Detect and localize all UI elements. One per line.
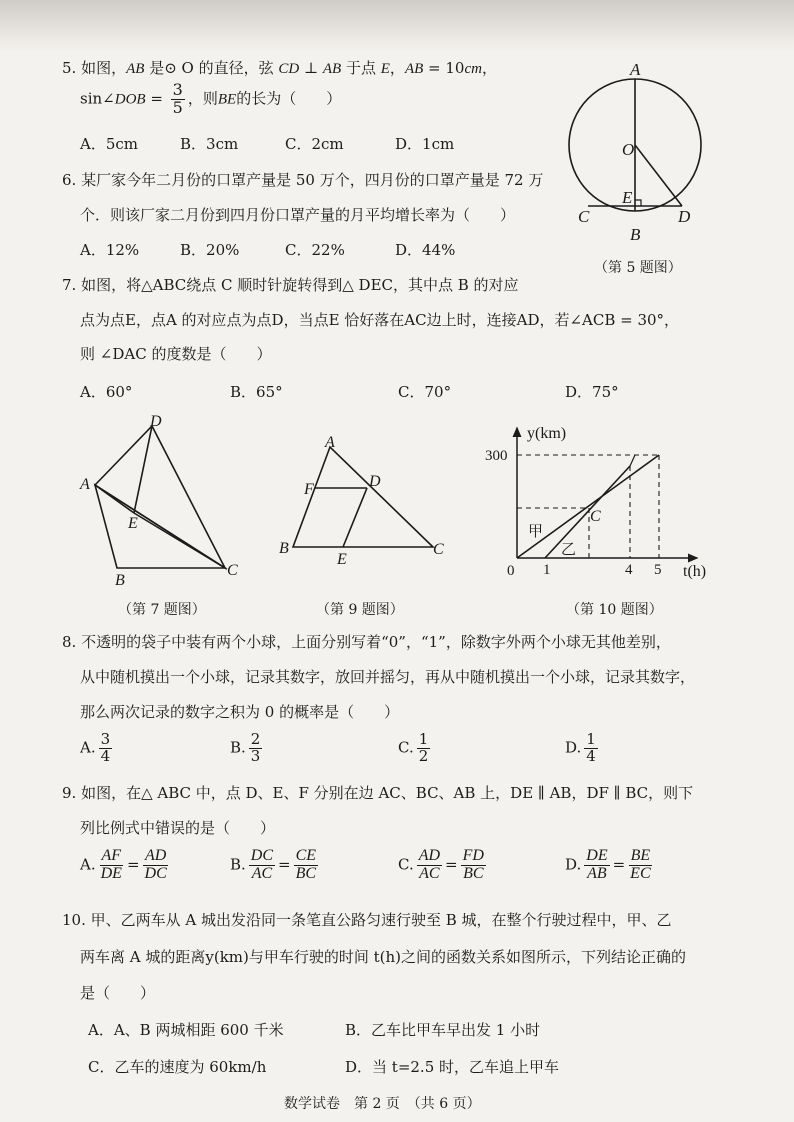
q9-option-a: A. $\frac{AF}{DE}$ = $\frac{AD}{DC}$ xyxy=(80,847,167,882)
frac-num: 1 xyxy=(418,730,429,748)
q7-line1: 7. 如图，将△ABC绕点 C 顺时针旋转得到△ DEC，其中点 B 的对应 xyxy=(62,276,519,294)
fig5-label: D xyxy=(678,207,691,226)
q10-line2: 两车离 A 城的距离y(km)与甲车行驶的时间 t(h)之间的函数关系如图所示，下列结论正确的 xyxy=(80,948,687,966)
q10-line1: 10. 甲、乙两车从 A 城出发沿同一条笔直公路匀速行驶至 B 城，在整个行驶过程中，甲、乙 xyxy=(62,911,672,929)
q5-fraction xyxy=(171,82,185,117)
frac-den: 4 xyxy=(586,746,596,765)
q9-fraction xyxy=(143,848,169,883)
q5-text: ，则 xyxy=(187,89,218,108)
q10-option-a: A．A、B 两城相距 600 千米 xyxy=(88,1021,284,1039)
frac-num: 1 xyxy=(586,730,596,748)
fig9-label: E xyxy=(337,551,347,568)
fig7-label: C xyxy=(227,562,238,579)
q5-text: ， xyxy=(481,59,497,77)
q9-fraction xyxy=(99,848,124,883)
fig5-label: C xyxy=(578,207,590,226)
q8-option-a xyxy=(80,732,115,765)
q6-line1: 6. 某厂家今年二月份的口罩产量是 50 万个，四月份的口罩产量是 72 万 xyxy=(62,171,544,189)
frac-num: CE xyxy=(295,847,317,864)
q8-line3: 那么两次记录的数字之积为 0 的概率是（ ） xyxy=(80,703,400,721)
q6-option-d: D．44% xyxy=(395,241,456,259)
q8-option-b xyxy=(230,732,265,765)
q9-fraction xyxy=(417,848,442,883)
frac-num: 3 xyxy=(100,730,111,748)
q5-text: 的长为（ ） xyxy=(236,89,342,108)
q5-text: ， xyxy=(389,59,405,77)
q7-option-c: C．70° xyxy=(398,383,452,401)
figure-10-graph xyxy=(475,418,715,588)
q8-fraction xyxy=(99,732,113,765)
option-label: C. xyxy=(398,738,414,757)
option-label: D. xyxy=(565,855,582,874)
frac-den: AB xyxy=(587,864,607,882)
q8-line2: 从中随机摸出一个小球，记录其数字，放回并摇匀，再从中随机摸出一个小球，记录其数字， xyxy=(80,668,696,686)
q5-var: CD xyxy=(278,61,300,77)
q5-option-c: C．2cm xyxy=(285,135,344,153)
q9-option-d: D. $\frac{DE}{AB}$ = $\frac{BE}{EC}$ xyxy=(565,847,651,882)
q10-option-b: B．乙车比甲车早出发 1 小时 xyxy=(345,1021,541,1039)
frac-den: 3 xyxy=(250,746,261,765)
frac-den: DE xyxy=(100,864,122,882)
figure-9-triangle xyxy=(275,430,455,570)
q7-line2: 点为点E，点A 的对应点为点D，当点E 恰好落在AC边上时，连接AD，若∠ACB = 30°， xyxy=(80,311,680,329)
fig10-series-label-jia: 甲 xyxy=(528,524,544,540)
fig9-caption: （第 9 题图） xyxy=(316,602,404,618)
fig10-caption: （第 10 题图） xyxy=(566,602,663,618)
option-label: B. xyxy=(230,738,246,757)
q5-text: 于点 xyxy=(341,59,381,77)
q9-line2: 列比例式中错误的是（ ） xyxy=(80,819,276,837)
q7-option-a: A．60° xyxy=(80,383,133,401)
q9-option-b: B. $\frac{DC}{AC}$ = $\frac{CE}{BC}$ xyxy=(230,847,317,882)
fig10-y-axis-label: y(km) xyxy=(527,425,567,442)
fig5-label: E xyxy=(622,188,633,207)
q9-fraction xyxy=(294,848,318,883)
fig5-label: O xyxy=(622,140,635,159)
q5-var: DOB xyxy=(114,91,146,108)
q5-text: 5. 如图， xyxy=(62,59,127,77)
q5-line2 xyxy=(80,82,341,117)
frac-den: AC xyxy=(419,864,440,882)
option-label: A. xyxy=(80,855,96,874)
q5-line1 xyxy=(62,58,497,79)
fig10-series-label-yi: 乙 xyxy=(561,542,577,558)
q9-line1: 9. 如图，在△ ABC 中，点 D、E、F 分别在边 AC、BC、AB 上，DE ∥ AB，DF ∥ BC，则下 xyxy=(62,784,694,802)
fig9-label: F xyxy=(304,481,314,498)
q5-unit: cm xyxy=(464,61,482,77)
frac-num: DC xyxy=(250,847,274,864)
q6-option-b: B．20% xyxy=(180,241,240,259)
q7-option-d: D．75° xyxy=(565,383,619,401)
figure-5-circle xyxy=(560,58,710,248)
fig10-tick-label: 1 xyxy=(543,562,551,578)
frac-den: 5 xyxy=(172,97,183,117)
q5-var: E xyxy=(380,61,390,77)
frac-den: 2 xyxy=(418,746,429,765)
fig10-tick-label: 4 xyxy=(625,562,633,578)
q6-line2: 个．则该厂家二月份到四月份口罩产量的月平均增长率为（ ） xyxy=(80,206,516,224)
fig10-tick-label: 300 xyxy=(485,448,508,464)
fig7-label: D xyxy=(150,413,162,430)
fig10-point-label: C xyxy=(590,508,601,525)
q7-option-b: B．65° xyxy=(230,383,283,401)
fig10-tick-label: 5 xyxy=(654,562,662,578)
q7-line3: 则 ∠DAC 的度数是（ ） xyxy=(80,345,272,363)
q10-option-d: D．当 t=2.5 时，乙车追上甲车 xyxy=(345,1058,560,1076)
q5-option-d: D．1cm xyxy=(395,135,455,153)
q8-fraction xyxy=(249,732,263,765)
q9-fraction xyxy=(584,848,609,883)
frac-num: AF xyxy=(101,847,122,864)
q5-option-b: B．3cm xyxy=(180,135,239,153)
fig7-label: A xyxy=(80,476,90,493)
q5-text: sin∠ xyxy=(80,89,115,108)
q5-var: BE xyxy=(217,91,237,108)
frac-num: BE xyxy=(630,847,651,864)
q10-option-c: C．乙车的速度为 60km/h xyxy=(88,1058,267,1076)
q10-line3: 是（ ） xyxy=(80,984,156,1002)
fig10-tick-label: 0 xyxy=(507,563,515,579)
fig5-label: A xyxy=(630,60,641,79)
q8-line1: 8. 不透明的袋子中装有两个小球，上面分别写着“0”，“1”，除数字外两个小球无其他差别， xyxy=(62,633,671,651)
q5-option-a: A．5cm xyxy=(80,135,139,153)
q8-fraction xyxy=(417,732,431,765)
q9-fraction xyxy=(461,848,486,883)
fig10-x-axis-label: t(h) xyxy=(683,563,707,580)
frac-num: AD xyxy=(144,847,167,864)
option-label: A. xyxy=(80,738,96,757)
fig9-label: A xyxy=(325,434,335,451)
fig5-caption: （第 5 题图） xyxy=(594,260,682,276)
q9-option-c: C. $\frac{AD}{AC}$ = $\frac{FD}{BC}$ xyxy=(398,847,484,882)
fig7-label: E xyxy=(128,515,138,532)
q9-fraction xyxy=(628,848,652,883)
fig9-label: D xyxy=(369,473,381,490)
fig9-label: B xyxy=(279,540,289,557)
q9-fraction xyxy=(249,848,275,883)
frac-num: DE xyxy=(586,847,608,864)
option-label: D. xyxy=(565,738,582,757)
q5-text: ⊥ xyxy=(299,59,323,77)
option-label: B. xyxy=(230,855,246,874)
frac-den: 4 xyxy=(100,746,111,765)
q5-text: = xyxy=(145,89,168,108)
q5-var: AB xyxy=(404,61,424,77)
page-footer: 数学试卷 第 2 页 （共 6 页） xyxy=(284,1096,481,1112)
frac-num: 3 xyxy=(172,80,183,99)
q5-var: AB xyxy=(322,61,342,77)
fig7-label: B xyxy=(115,572,125,589)
q6-option-a: A．12% xyxy=(80,241,140,259)
q8-fraction xyxy=(584,732,598,765)
frac-den: BC xyxy=(295,864,317,882)
fig9-label: C xyxy=(433,541,444,558)
fig5-label: B xyxy=(630,225,641,244)
frac-den: AC xyxy=(251,864,273,882)
option-label: C. xyxy=(398,855,414,874)
q5-var: AB xyxy=(126,61,145,77)
frac-num: FD xyxy=(462,847,484,864)
scan-top-band xyxy=(0,0,794,52)
frac-den: EC xyxy=(630,864,651,882)
frac-den: BC xyxy=(463,864,484,882)
q5-text: 是⊙ O 的直径，弦 xyxy=(144,59,279,77)
q8-option-d xyxy=(565,732,601,765)
q6-option-c: C．22% xyxy=(285,241,345,259)
q8-option-c xyxy=(398,732,433,765)
figure-7-triangles xyxy=(70,410,250,590)
q5-text: = 10 xyxy=(423,59,465,77)
frac-den: DC xyxy=(144,864,167,882)
fig7-caption: （第 7 题图） xyxy=(118,602,206,618)
frac-num: 2 xyxy=(250,730,261,748)
frac-num: AD xyxy=(418,847,441,864)
